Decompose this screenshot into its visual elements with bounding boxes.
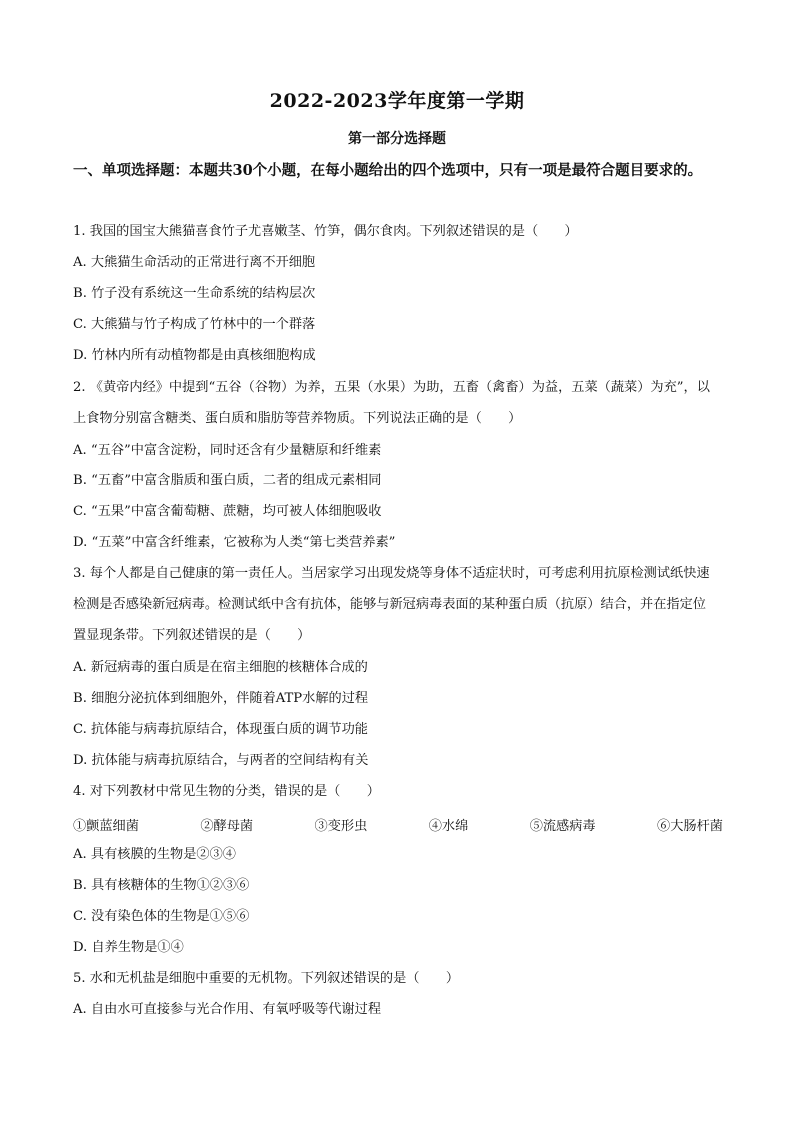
question-4-option-c: C. 没有染色体的生物是①⑤⑥ xyxy=(73,909,250,924)
question-2-option-c: C. “五果”中富含葡萄糖、蔗糖，均可被人体细胞吸收 xyxy=(73,504,382,519)
question-4-species-list xyxy=(73,815,723,834)
question-1-option-a: A. 大熊猫生命活动的正常进行离不开细胞 xyxy=(73,255,316,270)
species-item: ②酵母菌 xyxy=(200,819,254,834)
question-4-option-a: A. 具有核膜的生物是②③④ xyxy=(73,847,236,862)
question-1-option-c: C. 大熊猫与竹子构成了竹林中的一个群落 xyxy=(73,317,316,332)
question-5-stem: 5. 水和无机盐是细胞中重要的无机物。下列叙述错误的是（ ） xyxy=(73,971,460,986)
species-item: ⑤流感病毒 xyxy=(529,819,596,834)
question-3-option-c: C. 抗体能与病毒抗原结合，体现蛋白质的调节功能 xyxy=(73,722,368,737)
species-item: ④水绵 xyxy=(428,819,469,834)
question-2-stem: 2. 《黄帝内经》中提到“五谷（谷物）为养，五果（水果）为助，五畜（禽畜）为益，五菜（蔬菜）为充”，以上食物分别富含糖类、蛋白质和脂肪等营养物质。下列说法正确的是（ ） xyxy=(73,380,710,426)
question-5-option-a: A. 自由水可直接参与光合作用、有氧呼吸等代谢过程 xyxy=(73,1002,382,1017)
species-item: ⑥大肠杆菌 xyxy=(657,819,723,834)
question-2-option-b: B. “五畜”中富含脂质和蛋白质，二者的组成元素相同 xyxy=(73,473,382,488)
page-title: 2022-2023学年度第一学期 xyxy=(269,90,525,112)
question-1-option-d: D. 竹林内所有动植物都是由真核细胞构成 xyxy=(73,348,316,363)
section-heading: 一、单项选择题：本题共30个小题，在每小题给出的四个选项中，只有一项是最符合题目要求的。 xyxy=(73,162,703,179)
species-item: ③变形虫 xyxy=(314,819,368,834)
question-4-option-b: B. 具有核糖体的生物①②③⑥ xyxy=(73,878,250,893)
question-3-stem: 3. 每个人都是自己健康的第一责任人。当居家学习出现发烧等身体不适症状时，可考虑利用抗原检测试纸快速检测是否感染新冠病毒。检测试纸中含有抗体，能够与新冠病毒表面的某种蛋白质（抗原）结合，并在指定位置显现条带。下列叙述错误的是（ ） xyxy=(73,566,710,643)
part-subtitle: 第一部分选择题 xyxy=(348,131,446,147)
question-3-option-b: B. 细胞分泌抗体到细胞外，伴随着ATP水解的过程 xyxy=(73,691,369,706)
question-1-stem: 1. 我国的国宝大熊猫喜食竹子尤喜嫩茎、竹笋，偶尔食肉。下列叙述错误的是（ ） xyxy=(73,224,578,239)
question-3-option-a: A. 新冠病毒的蛋白质是在宿主细胞的核糖体合成的 xyxy=(73,660,368,675)
species-item: ①颤蓝细菌 xyxy=(73,819,139,834)
question-3-option-d: D. 抗体能与病毒抗原结合，与两者的空间结构有关 xyxy=(73,753,369,768)
question-4-stem: 4. 对下列教材中常见生物的分类，错误的是（ ） xyxy=(73,784,380,799)
question-2-option-a: A. “五谷”中富含淀粉，同时还含有少量糖原和纤维素 xyxy=(73,443,382,458)
question-2-option-d: D. “五菜”中富含纤维素，它被称为人类“第七类营养素” xyxy=(73,535,396,550)
question-1-option-b: B. 竹子没有系统这一生命系统的结构层次 xyxy=(73,286,316,301)
question-4-option-d: D. 自养生物是①④ xyxy=(73,940,184,955)
